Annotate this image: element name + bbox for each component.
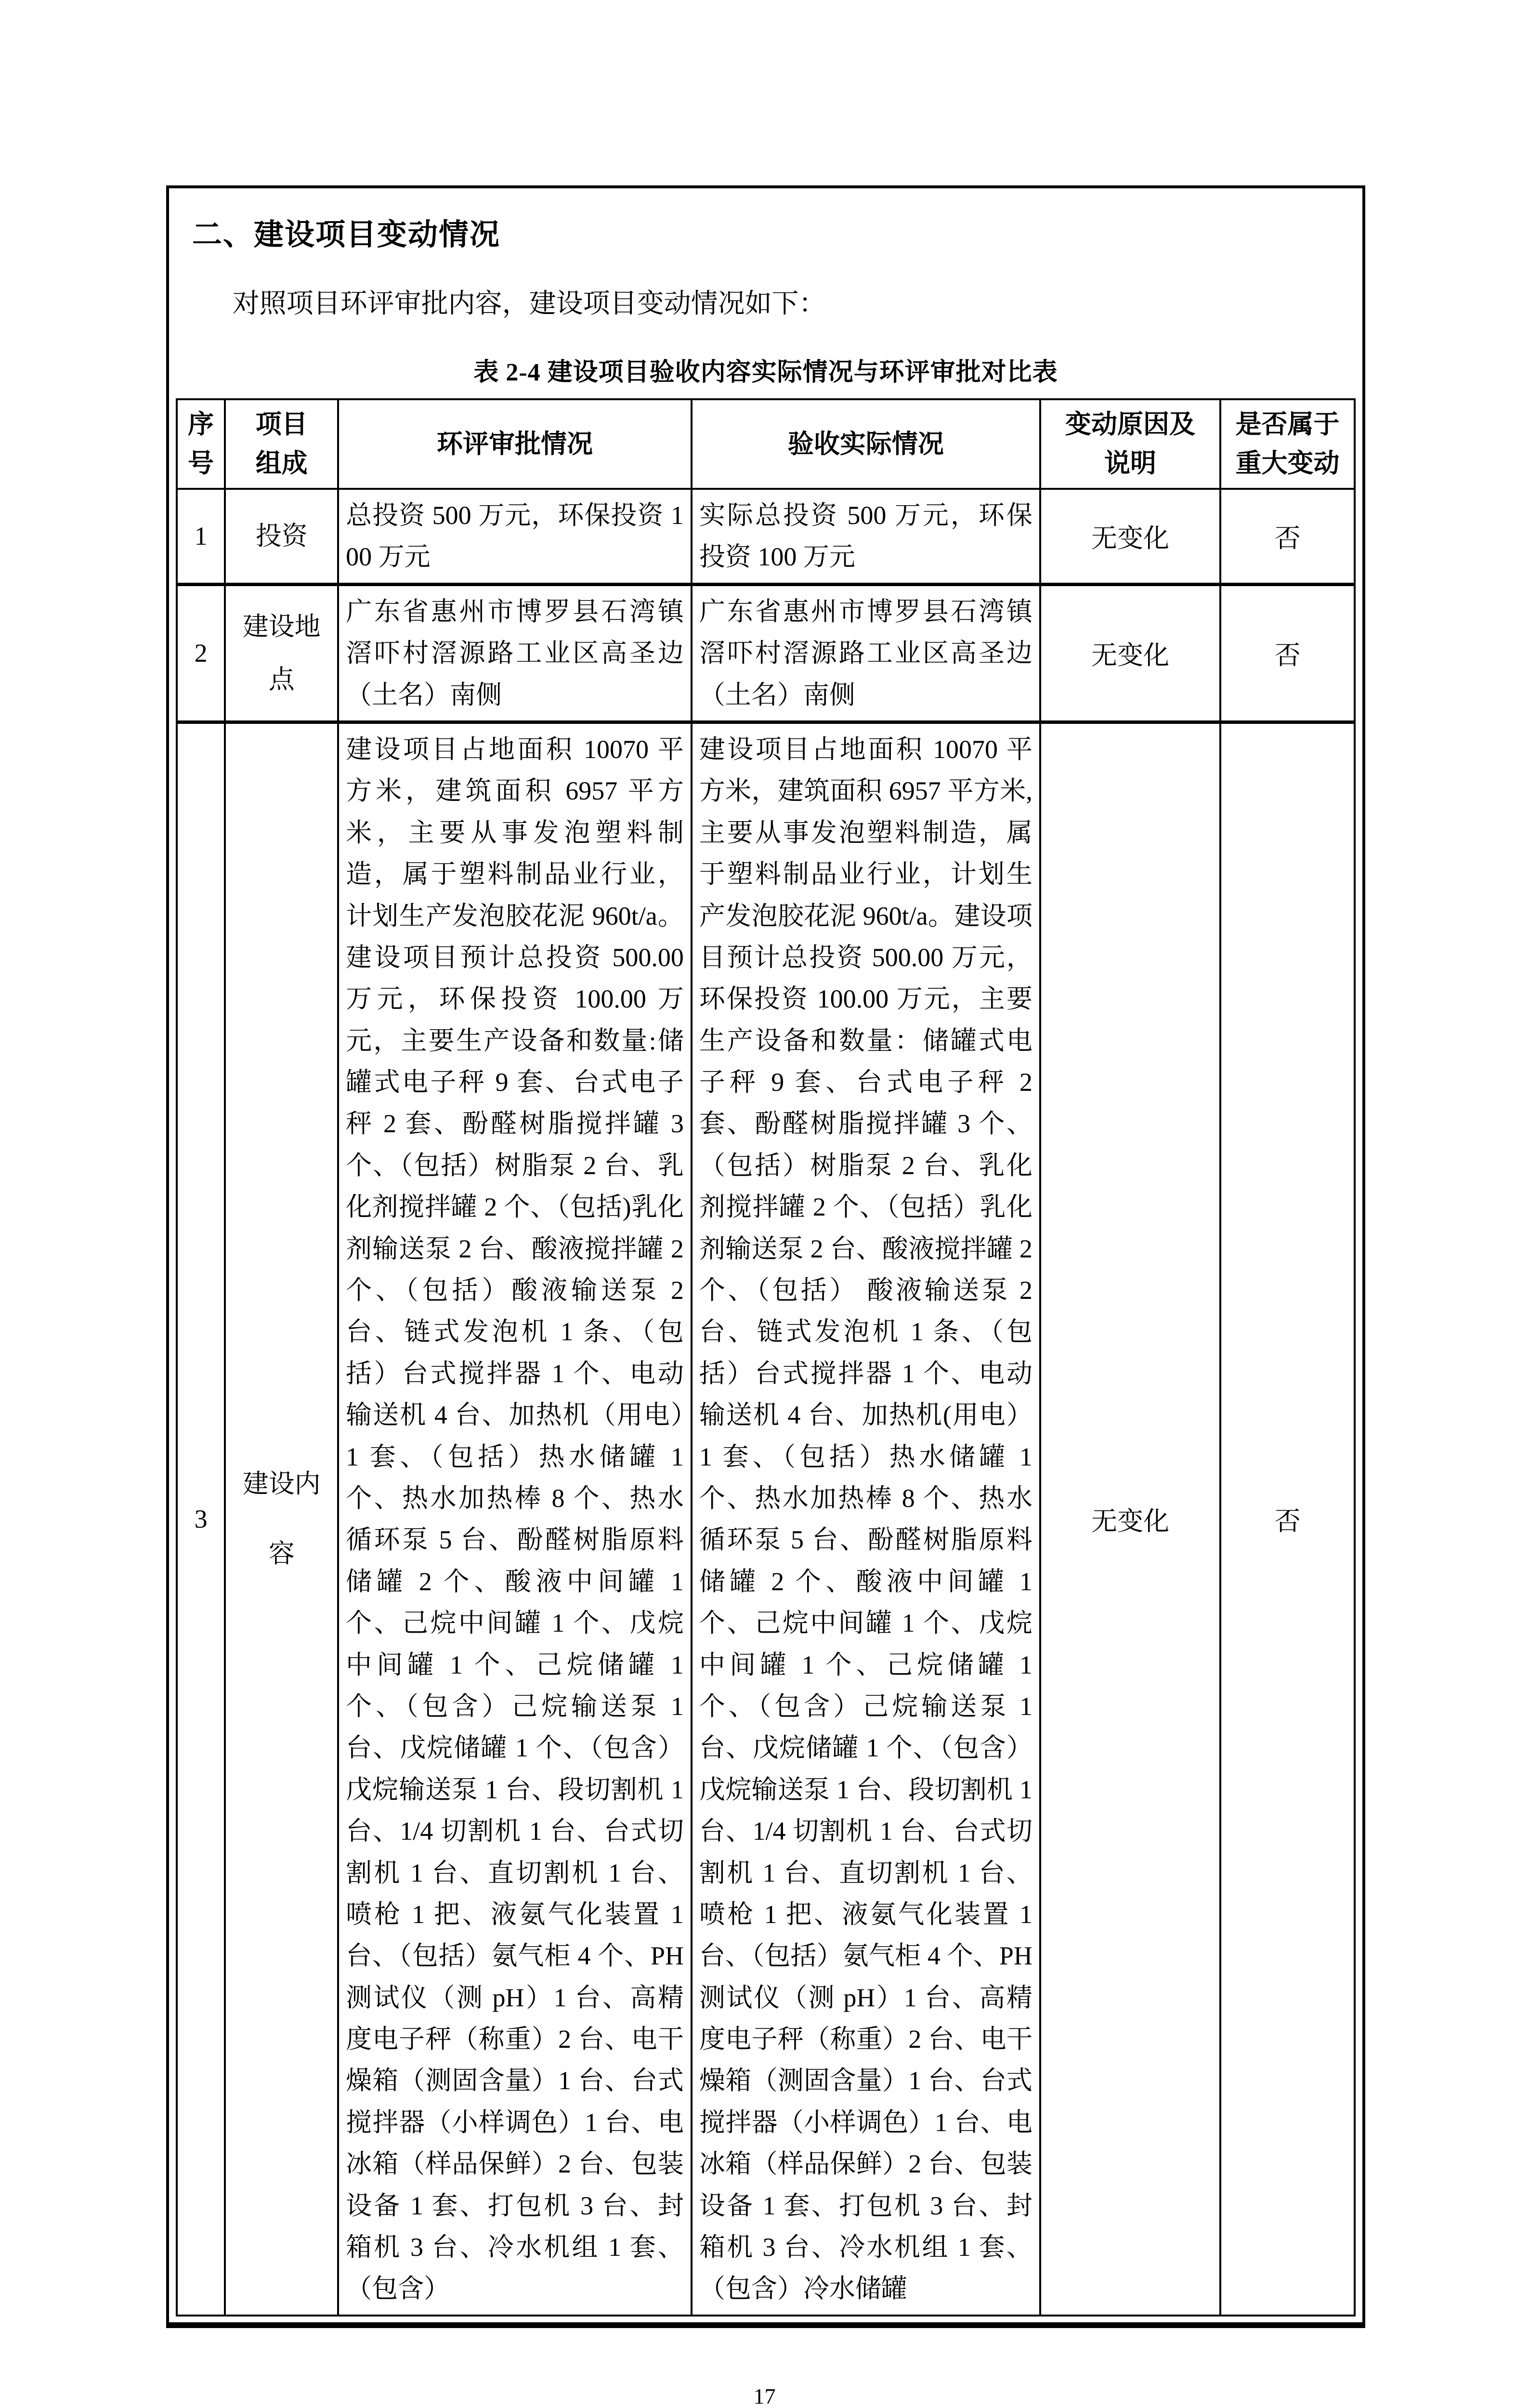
- document-page: [0, 185, 1529, 2408]
- content-frame: [166, 185, 1365, 2328]
- row3-eia-text: 建设项目占地面积 10070 平方米，建筑面积 6957 平方米，主要从事发泡塑料制造，属于塑料制品业行业，计划生产发泡胶花泥 960t/a。建设项目预计总投资 500.00 万元，环保投资 100.00 万元，主要生产设备和数量:储罐式电子秤 9 套、台式电子秤 2 套、酚醛树脂搅拌罐 3 个、（包括）树脂泵 2 台、乳化剂搅拌罐 2 个、（包括)乳化剂输送泵 2 台、酸液搅拌罐 2 个、（包括）酸液输送泵 2 台、链式发泡机 1 条、（包括）台式搅拌器 1 个、电动输送机 4 台、加热机（用电）1 套、（包括）热水储罐 1 个、热水加热棒 8 个、热水循环泵 5 台、酚醛树脂原料储罐 2 个、酸液中间罐 1 个、己烷中间罐 1 个、戊烷中间罐 1 个、己烷储罐 1 个、（包含）己烷输送泵 1 台、戊烷储罐 1 个、（包含）戊烷输送泵 1 台、段切割机 1 台、1/4 切割机 1 台、台式切割机 1 台、直切割机 1 台、喷枪 1 把、液氨气化装置 1 台、（包括）氨气柜 4 个、PH 测试仪（测 pH）1 台、高精度电子秤（称重）2 台、电干燥箱（测固含量）1 台、台式搅拌器（小样调色）1 台、电冰箱（样品保鲜）2 台、包装设备 1 套、打包机 3 台、封箱机 3 台、冷水机组 1 套、（包含）: [338, 722, 692, 2315]
- row3-actual-text: 建设项目占地面积 10070 平方米，建筑面积 6957 平方米,主要从事发泡塑料制造，属于塑料制品业行业，计划生产发泡胶花泥 960t/a。建设项目预计总投资 500.00 万元，环保投资 100.00 万元，主要生产设备和数量：储罐式电子秤 9 套、台式电子秤 2 套、酚醛树脂搅拌罐 3 个、（包括）树脂泵 2 台、乳化剂搅拌罐 2 个、（包括）乳化剂输送泵 2 台、酸液搅拌罐 2 个、（包括） 酸液输送泵 2 台、链式发泡机 1 条、（包括）台式搅拌器 1 个、电动输送机 4 台、加热机(用电）1 套、（包括）热水储罐 1 个、热水加热棒 8 个、热水循环泵 5 台、酚醛树脂原料储罐 2 个、酸液中间罐 1 个、己烷中间罐 1 个、戊烷中间罐 1 个、己烷储罐 1 个、（包含）己烷输送泵 1 台、戊烷储罐 1 个、（包含）戊烷输送泵 1 台、段切割机 1 台、1/4 切割机 1 台、台式切割机 1 台、直切割机 1 台、喷枪 1 把、液氨气化装置 1 台、（包括）氨气柜 4 个、PH 测试仪（测 pH）1 台、高精度电子秤（称重）2 台、电干燥箱（测固含量）1 台、台式搅拌器（小样调色）1 台、电冰箱（样品保鲜）2 台、包装设备 1 套、打包机 3 台、封箱机 3 台、冷水机组 1 套、（包含）冷水储罐: [692, 722, 1040, 2315]
- table-row-investment: [177, 489, 1355, 584]
- row1-component: 投资: [225, 489, 338, 584]
- row2-change-reason: 无变化: [1040, 584, 1220, 722]
- col-header-major-change: 是否属于重大变动: [1220, 399, 1355, 489]
- table-row-construction-content: [177, 722, 1355, 2315]
- table-caption: 表 2-4 建设项目验收内容实际情况与环评审批对比表: [473, 359, 1058, 386]
- row1-change-reason: 无变化: [1040, 489, 1220, 584]
- row3-component: 建设内容: [225, 722, 338, 2315]
- col-header-project-component: 项目组成: [225, 399, 338, 489]
- intro-paragraph: 对照项目环评审批内容，建设项目变动情况如下：: [232, 289, 826, 319]
- row2-major-change: 否: [1220, 584, 1355, 722]
- row3-seq: 3: [177, 722, 225, 2315]
- col-header-seq: 序号: [177, 399, 225, 489]
- row1-major-change: 否: [1220, 489, 1355, 584]
- col-header-acceptance-actual: 验收实际情况: [692, 399, 1040, 489]
- col-header-change-reason: 变动原因及说明: [1040, 399, 1220, 489]
- row2-actual-text: 广东省惠州市博罗县石湾镇滘吓村滘源路工业区高圣边（土名）南侧: [692, 584, 1040, 722]
- row2-eia-text: 广东省惠州市博罗县石湾镇滘吓村滘源路工业区高圣边（土名）南侧: [338, 584, 692, 722]
- row2-component: 建设地点: [225, 584, 338, 722]
- row2-seq: 2: [177, 584, 225, 722]
- row1-eia-text: 总投资 500 万元，环保投资 100 万元: [338, 489, 692, 584]
- table-header-row: [177, 399, 1355, 489]
- section-heading: 二、建设项目变动情况: [192, 219, 501, 251]
- table-row-location: [177, 584, 1355, 722]
- col-header-eia-approval: 环评审批情况: [338, 399, 692, 489]
- comparison-table: [176, 398, 1356, 2316]
- row1-actual-text: 实际总投资 500 万元，环保投资 100 万元: [692, 489, 1040, 584]
- row3-change-reason: 无变化: [1040, 722, 1220, 2315]
- row3-major-change: 否: [1220, 722, 1355, 2315]
- row1-seq: 1: [177, 489, 225, 584]
- page-number: 17: [753, 2383, 776, 2408]
